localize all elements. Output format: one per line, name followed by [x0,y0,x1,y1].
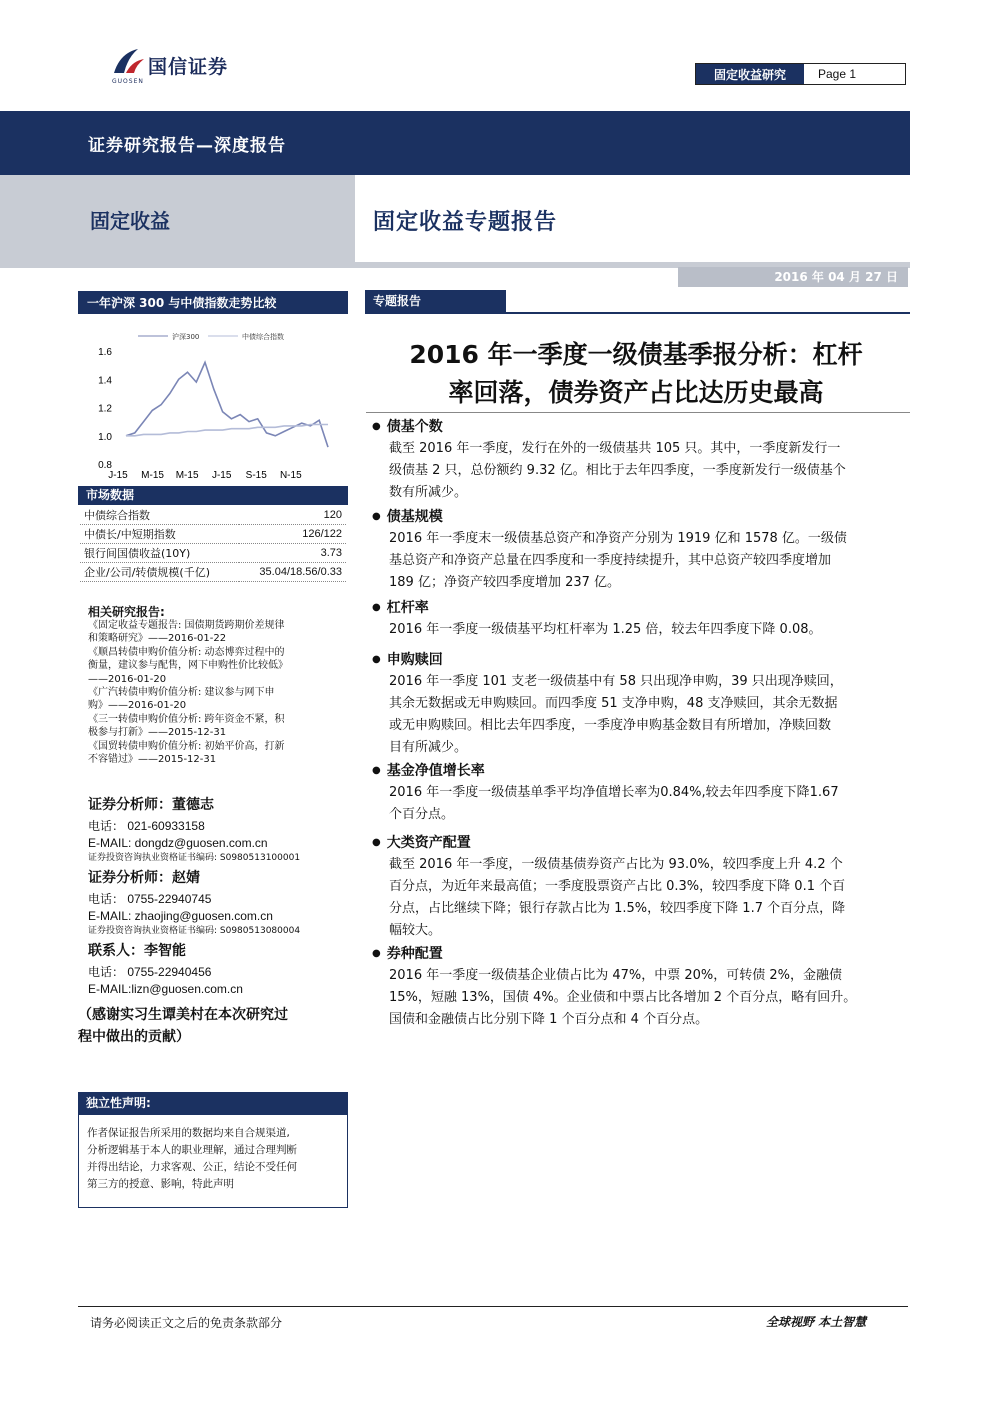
market-label: 银行间国债收益(10Y) [80,544,239,563]
analyst-cert: 证券投资咨询执业资格证书编码: S0980513080004 [88,926,301,936]
market-value: 3.73 [239,544,346,563]
dept-label: 固定收益研究 [696,64,804,84]
body-line: 级债基 2 只，总份额约 9.32 亿。相比于去年四季度，一季度新发行一级债基个 [389,463,846,478]
related-line: 衡量，建议参与配售，网下申购性价比较低》 [88,660,288,672]
bullet-icon: ● [372,420,381,432]
body-line: 189 亿；净资产较四季度增加 237 亿。 [389,575,621,590]
related-line: 《国贸转债申购价值分析: 初始平价高，打新 [88,740,285,752]
acknowledgement-line: 程中做出的贡献） [78,1029,190,1045]
section-heading [372,760,901,780]
section-body [389,619,901,641]
title-line: 率回落，债券资产占比达历史最高 [448,378,824,407]
y-tick-label: 1.2 [98,403,112,415]
related-line: 购》——2016-01-20 [88,700,187,712]
logo-text: 国信证券 [148,56,229,78]
section-heading-text: 债基个数 [386,419,443,435]
section-heading-text: 基金净值增长率 [386,763,485,779]
tag-rule [365,312,910,314]
analyst-block-2 [88,867,300,937]
y-tick-label: 1.0 [98,431,112,443]
x-tick-label: J-15 [108,470,128,481]
legend-label: 中债综合指数 [242,333,284,341]
section-bond-types [372,943,901,1031]
section-heading-text: 券种配置 [386,946,443,962]
related-reports-list [88,619,344,766]
report-type-band [0,111,910,175]
body-line: 2016 年一季度末一级债基总资产和净资产分别为 1919 亿和 1578 亿。一级债 [389,531,847,546]
analyst-block-1 [88,794,300,864]
section-heading [372,506,901,526]
section-heading-text: 大类资产配置 [386,835,471,851]
bullet-icon: ● [372,653,381,665]
x-tick-label: N-15 [279,470,302,481]
page-number: Page 1 [818,67,857,81]
table-row [80,525,346,544]
body-line: 2016 年一季度一级债基平均杠杆率为 1.25 倍，较去年四季度下降 0.08。 [389,622,822,637]
body-line: 百分点，为近年来最高值；一季度股票资产占比 0.3%，较四季度下降 0.1 个百 [389,879,846,894]
body-line: 个百分点。 [389,807,455,822]
guosen-logo-icon [112,47,146,77]
section-heading [372,832,901,852]
body-line: 或无申购赎回。相比去年四季度，一季度净申购基金数目有所增加，净赎回数 [389,718,832,733]
statement-line: 作者保证报告所采用的数据均来自合规渠道, [87,1127,290,1139]
analyst-name: 证券分析师：董德志 [88,797,214,813]
report-series: 固定收益专题报告 [373,210,558,235]
section-heading [372,597,901,617]
section-body [389,965,901,1031]
bullet-icon: ● [372,836,381,848]
body-line: 2016 年一季度 101 支老一级债基中有 58 只出现净申购，39 只出现净赎回， [389,674,843,689]
report-tag: 专题报告 [365,290,506,312]
y-tick-label: 1.4 [98,375,112,387]
analyst-cert: 证券投资咨询执业资格证书编码: S0980513100001 [88,853,301,863]
legend-label: 沪深300 [172,333,200,341]
report-date: 2016 年 04 月 27 日 [678,267,908,287]
contact-block [88,940,243,998]
section-asset-allocation [372,832,901,942]
x-tick-label: M-15 [175,470,199,481]
body-line: 分点，占比继续下降；银行存款占比为 1.5%，较四季度下降 1.7 个百分点，降 [389,901,846,916]
analyst-email: E-MAIL: zhaojing@guosen.com.cn [88,909,273,923]
chart-title: 一年沪深 300 与中债指数走势比较 [78,291,348,314]
related-line: ——2016-01-20 [88,673,167,685]
section-count [372,416,901,504]
body-line: 15%，短融 13%，国债 4%。企业债和中票占比各增加 2 个百分点，略有回升。 [389,990,857,1005]
market-value: 126/122 [239,525,346,544]
related-line: 《顺昌转债申购价值分析: 动态博弈过程中的 [88,646,285,658]
independence-statement [78,1114,348,1208]
related-line: 和策略研究》——2016-01-22 [88,633,227,645]
footer-rule [78,1306,908,1307]
body-line: 其余无数据或无申购赎回。而四季度 51 支净申购，48 支净赎回，其余无数据 [389,696,838,711]
contact-name: 联系人：李智能 [88,943,186,959]
section-heading [372,943,901,963]
table-row [80,563,346,582]
body-line: 国债和金融债占比分别下降 1 个百分点和 4 个百分点。 [389,1012,709,1027]
section-heading-text: 债基规模 [386,509,443,525]
market-data-title: 市场数据 [78,486,348,505]
body-line: 截至 2016 年一季度，一级债基债券资产占比为 93.0%，较四季度上升 4.2 个 [389,857,843,872]
section-body [389,671,901,759]
market-value: 120 [239,506,346,525]
statement-line: 第三方的授意、影响，特此声明 [87,1178,234,1190]
contact-phone: 电话： 0755-22940456 [88,965,212,979]
body-line: 数有所减少。 [389,485,468,500]
report-type: 证券研究报告—深度报告 [88,136,286,156]
analyst-email: E-MAIL: dongdz@guosen.com.cn [88,836,268,850]
series-line [126,425,328,436]
category: 固定收益 [90,209,170,233]
x-tick-label: M-15 [141,470,164,481]
title-line: 2016 年一季度一级债基季报分析：杠杆 [409,340,863,369]
section-heading [372,649,901,669]
title-rule [366,412,910,413]
section-leverage [372,597,901,641]
section-body [389,782,901,826]
related-line: 极参与打新》——2015-12-31 [88,727,227,739]
related-line: 不容错过》——2015-12-31 [88,754,217,766]
header-box [695,63,906,85]
section-subscription [372,649,901,759]
related-line: 《三一转债申购价值分析: 跨年资金不紧，积 [88,713,285,725]
analyst-phone: 电话： 021-60933158 [88,819,205,833]
market-label: 中债长/中短期指数 [80,525,239,544]
acknowledgement-line: （感谢实习生谭美村在本次研究过 [78,1007,288,1023]
bullet-icon: ● [372,601,381,613]
section-scale [372,506,901,594]
body-line: 基总资产和净资产总量在四季度和一季度持续提升，其中总资产较四季度增加 [389,553,832,568]
footer-slogan: 全球视野 本土智慧 [766,1315,867,1329]
market-label: 企业/公司/转债规模(千亿) [80,563,239,582]
body-line: 2016 年一季度一级债基企业债占比为 47%，中票 20%，可转债 2%，金融债 [389,968,843,983]
section-heading-text: 申购赎回 [386,652,443,668]
bullet-icon: ● [372,764,381,776]
section-body [389,438,901,504]
y-tick-label: 0.8 [98,460,112,471]
body-line: 幅较大。 [389,923,442,938]
body-line: 截至 2016 年一季度，发行在外的一级债基共 105 只。其中，一季度新发行一 [389,441,841,456]
x-tick-label: J-15 [211,470,232,481]
table-row [80,506,346,525]
page-title [366,336,906,412]
statement-line: 分析逻辑基于本人的职业理解，通过合理判断 [87,1144,297,1156]
body-line: 目有所减少。 [389,740,468,755]
market-value: 35.04/18.56/0.33 [239,563,346,582]
market-data-table [80,506,346,582]
statement-line: 并得出结论，力求客观、公正，结论不受任何 [87,1161,297,1173]
analyst-phone: 电话： 0755-22940745 [88,892,212,906]
y-tick-label: 1.6 [98,347,112,359]
section-heading [372,416,901,436]
table-row [80,544,346,563]
footer-disclaimer: 请务必阅读正文之后的免责条款部分 [90,1316,283,1330]
index-comparison-chart [78,314,348,485]
analyst-name: 证券分析师：赵婧 [88,870,200,886]
independence-title: 独立性声明: [78,1092,348,1114]
market-label: 中债综合指数 [80,506,239,525]
logo-sub: GUOSEN [112,78,144,85]
acknowledgement [78,1004,348,1048]
section-heading-text: 杠杆率 [386,600,429,616]
section-body [389,854,901,942]
related-line: 《固定收益专题报告: 国债期货跨期价差规律 [88,620,285,631]
related-reports-title: 相关研究报告: [88,605,165,619]
bullet-icon: ● [372,510,381,522]
category-band [0,175,355,262]
related-line: 《广汽转债申购价值分析: 建议参与网下申 [88,687,275,699]
series-band [355,175,910,262]
section-body [389,528,901,594]
bullet-icon: ● [372,947,381,959]
x-tick-label: S-15 [245,470,267,481]
section-nav-growth [372,760,901,826]
body-line: 2016 年一季度一级债基单季平均净值增长率为0.84%,较去年四季度下降1.67 [389,785,839,800]
contact-email: E-MAIL:lizn@guosen.com.cn [88,982,243,996]
